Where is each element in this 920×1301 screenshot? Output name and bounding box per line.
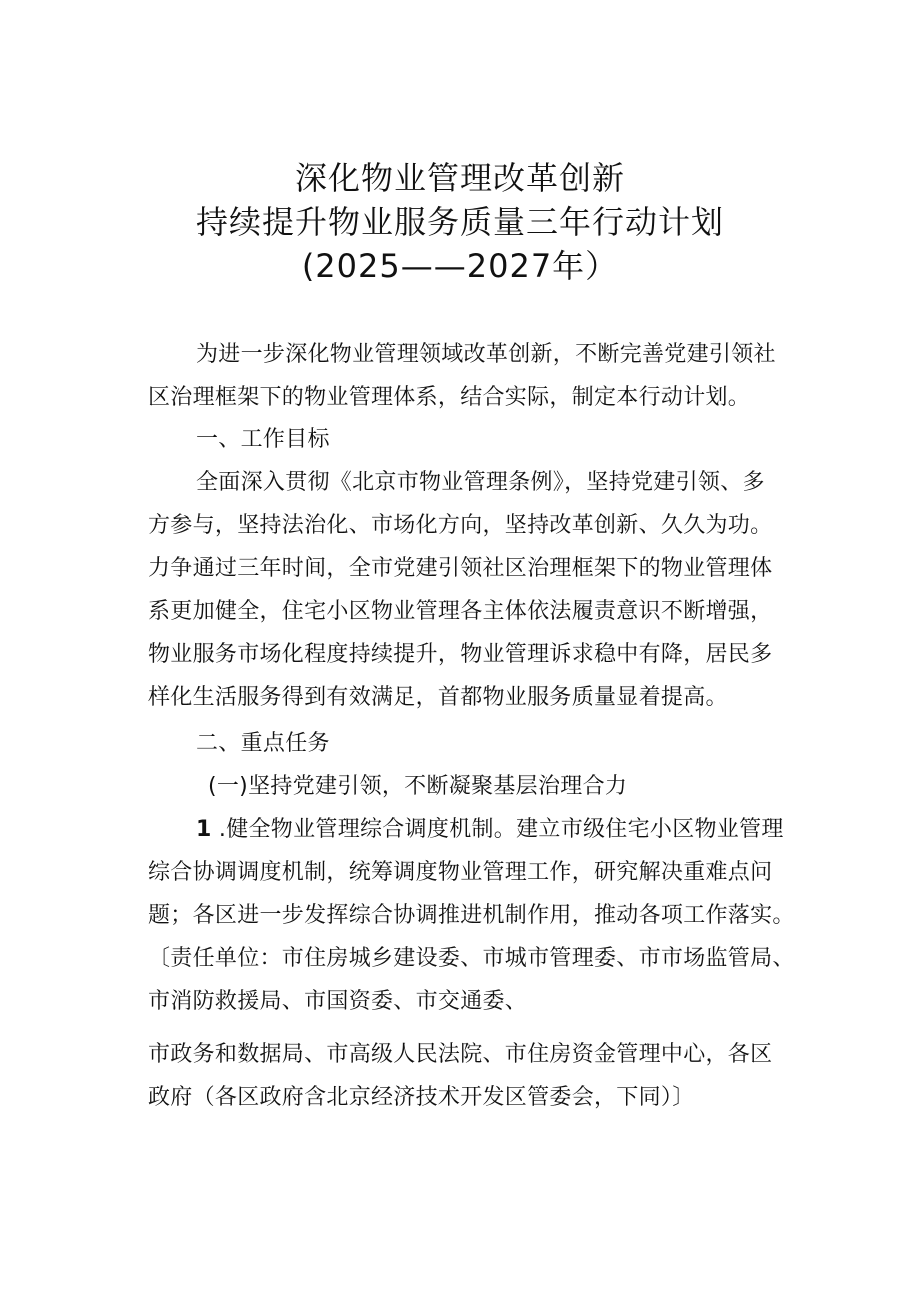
section1-line-1: 全面深入贯彻《北京市物业管理条例》，坚持党建引领、多 <box>196 470 765 495</box>
doc-title-line2: 持续提升物业服务质量三年行动计划 <box>195 203 724 241</box>
item1-number: 1 <box>196 817 212 842</box>
doc-title-line3: (2025——2027年） <box>301 247 619 285</box>
section1-line-6: 样化生活服务得到有效满足，首都物业服务质量显着提高。 <box>148 685 728 710</box>
item1-line-4: 〔责任单位：市住房城乡建设委、市城市管理委、市市场监管局、 <box>148 946 795 971</box>
item1-line-5: 市消防救援局、市国资委、市交通委、 <box>148 989 528 1014</box>
section1-line-4: 系更加健全，住宅小区物业管理各主体依法履责意识不断增强， <box>148 599 773 624</box>
intro-line-2: 区治理框架下的物业管理体系，结合实际，制定本行动计划。 <box>148 385 751 410</box>
item1-line-2: 综合协调调度机制，统筹调度物业管理工作，研究解决重难点问 <box>148 860 773 885</box>
item1-line-1-text: .健全物业管理综合调度机制。建立市级住宅小区物业管理 <box>211 817 784 842</box>
section2-heading: 二、重点任务 <box>196 731 330 756</box>
section2-subheading: (一)坚持党建引领，不断凝聚基层治理合力 <box>208 774 628 799</box>
doc-title-line1: 深化物业管理改革创新 <box>294 159 625 197</box>
section1-heading: 一、工作目标 <box>196 427 330 452</box>
section1-line-5: 物业服务市场化程度持续提升，物业管理诉求稳中有降，居民多 <box>148 642 773 667</box>
intro-line-1: 为进一步深化物业管理领域改革创新，不断完善党建引领社 <box>196 342 776 367</box>
section1-line-3: 力争通过三年时间，全市党建引领社区治理框架下的物业管理体 <box>148 556 773 581</box>
item1-line-6: 市政务和数据局、市高级人民法院、市住房资金管理中心，各区 <box>148 1042 773 1067</box>
item1-line-3: 题；各区进一步发挥综合协调推进机制作用，推动各项工作落实。 <box>148 903 795 928</box>
section1-line-2: 方参与，坚持法治化、市场化方向，坚持改革创新、久久为功。 <box>148 513 773 538</box>
item1-line-1 <box>196 815 808 845</box>
item1-line-7: 政府（各区政府含北京经济技术开发区管委会，下同）〕 <box>148 1085 695 1110</box>
